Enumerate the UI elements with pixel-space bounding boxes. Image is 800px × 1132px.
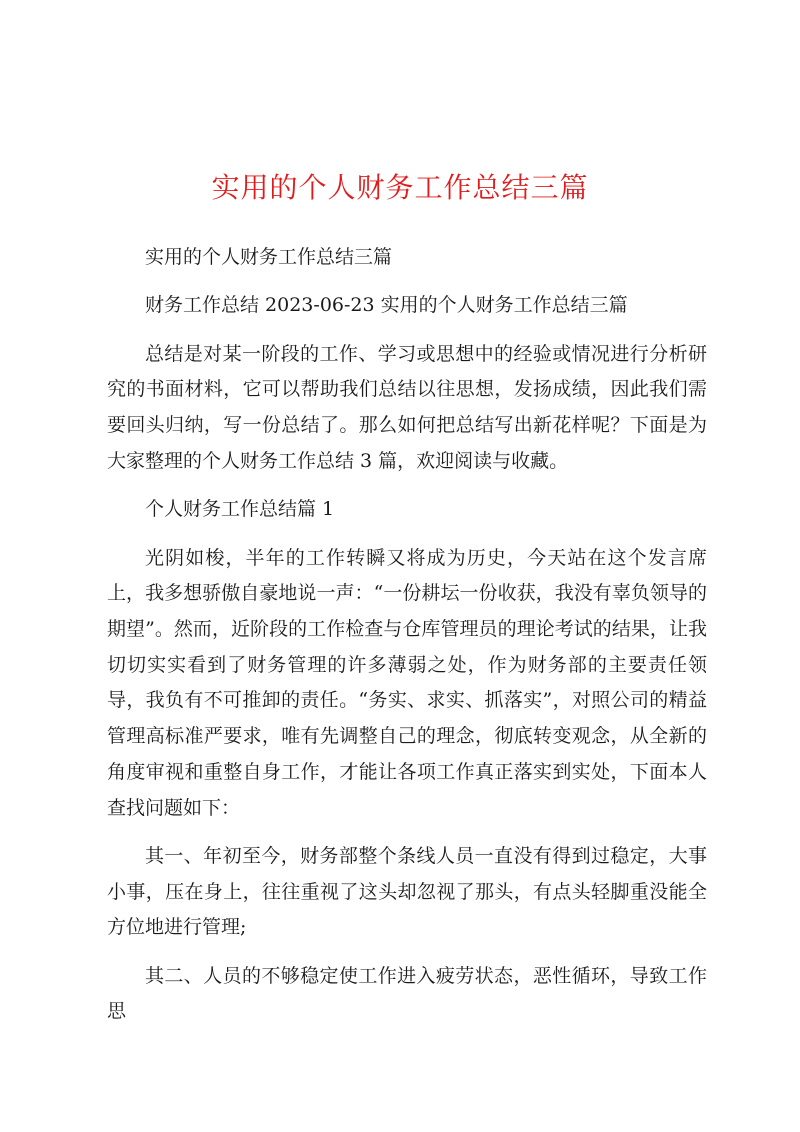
paragraph-category-date: 财务工作总结 2023-06-23 实用的个人财务工作总结三篇 [145,294,628,317]
paragraph-point-two: 其二、人员的不够稳定使工作进入疲劳状态，恶性循环，导致工作思 [107,964,707,1023]
paragraph-section-heading: 个人财务工作总结篇 1 [145,498,335,521]
paragraph-heading-repeat: 实用的个人财务工作总结三篇 [145,246,393,268]
document-title: 实用的个人财务工作总结三篇 [211,171,589,204]
paragraph-intro: 总结是对某一阶段的工作、学习或思想中的经验或情况进行分析研究的书面材料，它可以帮助我们总结以往思想，发扬成绩，因此我们需要回头归纳，写一份总结了。那么如何把总结写出新花样呢？下面是为大家整理的个人财务工作总结 3 篇，欢迎阅读与收藏。 [107,342,707,472]
document-body [107,240,707,1043]
paragraph-body: 光阴如梭，半年的工作转瞬又将成为历史，今天站在这个发言席上，我多想骄傲自豪地说一声：“一份耕坛一份收获，我没有辜负领导的期望”。然而，近阶段的工作检查与仓库管理员的理论考试的结果，让我切切实实看到了财务管理的许多薄弱之处，作为财务部的主要责任领导，我负有不可推卸的责任。“务实、求实、抓落实”，对照公司的精益管理高标准严要求，唯有先调整自己的理念，彻底转变观念，从全新的角度审视和重整自身工作，才能让各项工作真正落实到实处，下面本人查找问题如下： [107,546,707,819]
paragraph-point-one: 其一、年初至今，财务部整个条线人员一直没有得到过稳定，大事小事，压在身上，往往重视了这头却忽视了那头，有点头轻脚重没能全方位地进行管理; [107,844,707,939]
